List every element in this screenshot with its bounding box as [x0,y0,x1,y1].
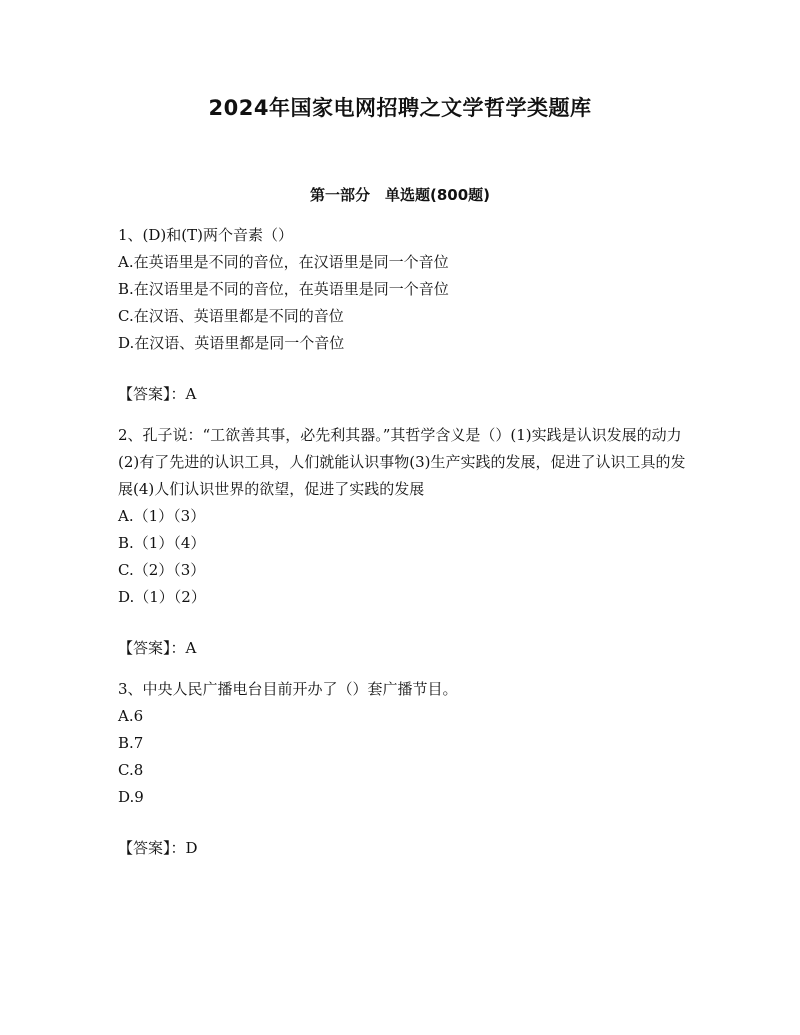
answer-2 [118,635,688,662]
answer-1 [118,381,688,408]
answer-value: A [185,385,197,403]
option-c: C.在汉语、英语里都是不同的音位 [118,307,344,325]
option-b: B.7 [118,734,144,752]
question-2 [118,422,688,611]
option-d: D.（1）（2） [118,588,206,606]
question-1 [118,222,688,357]
answer-label: 【答案】： [118,839,186,857]
option-d: D.在汉语、英语里都是同一个音位 [118,334,345,352]
option-b: B.（1）（4） [118,534,206,552]
question-3 [118,676,688,811]
question-list [118,222,688,876]
document-title: 2024年国家电网招聘之文学哲学类题库 [208,96,592,120]
question-stem: 3、中央人民广播电台目前开办了（）套广播节目。 [118,680,458,698]
option-a: A.在英语里是不同的音位，在汉语里是同一个音位 [118,253,449,271]
option-a: A.（1）（3） [118,507,206,525]
option-c: C.8 [118,761,144,779]
option-a: A.6 [118,707,144,725]
question-stem: 2、孔子说：“工欲善其事，必先利其器。”其哲学含义是（）(1)实践是认识发展的动力(2)有了先进的认识工具，人们就能认识事物(3)生产实践的发展，促进了认识工具的发展(4)人们认识世界的欲望，促进了实践的发展 [118,426,686,498]
answer-3 [118,835,688,862]
question-stem: 1、(D)和(T)两个音素（） [118,226,293,244]
answer-label: 【答案】： [118,639,186,657]
answer-label: 【答案】： [118,385,186,403]
option-d: D.9 [118,788,144,806]
option-c: C.（2）（3） [118,561,206,579]
section-title: 第一部分 单选题(800题) [309,186,491,204]
option-b: B.在汉语里是不同的音位，在英语里是同一个音位 [118,280,449,298]
answer-value: A [185,639,197,657]
option-list [118,249,688,357]
option-list [118,703,688,811]
answer-value: D [185,839,198,857]
option-list [118,503,688,611]
